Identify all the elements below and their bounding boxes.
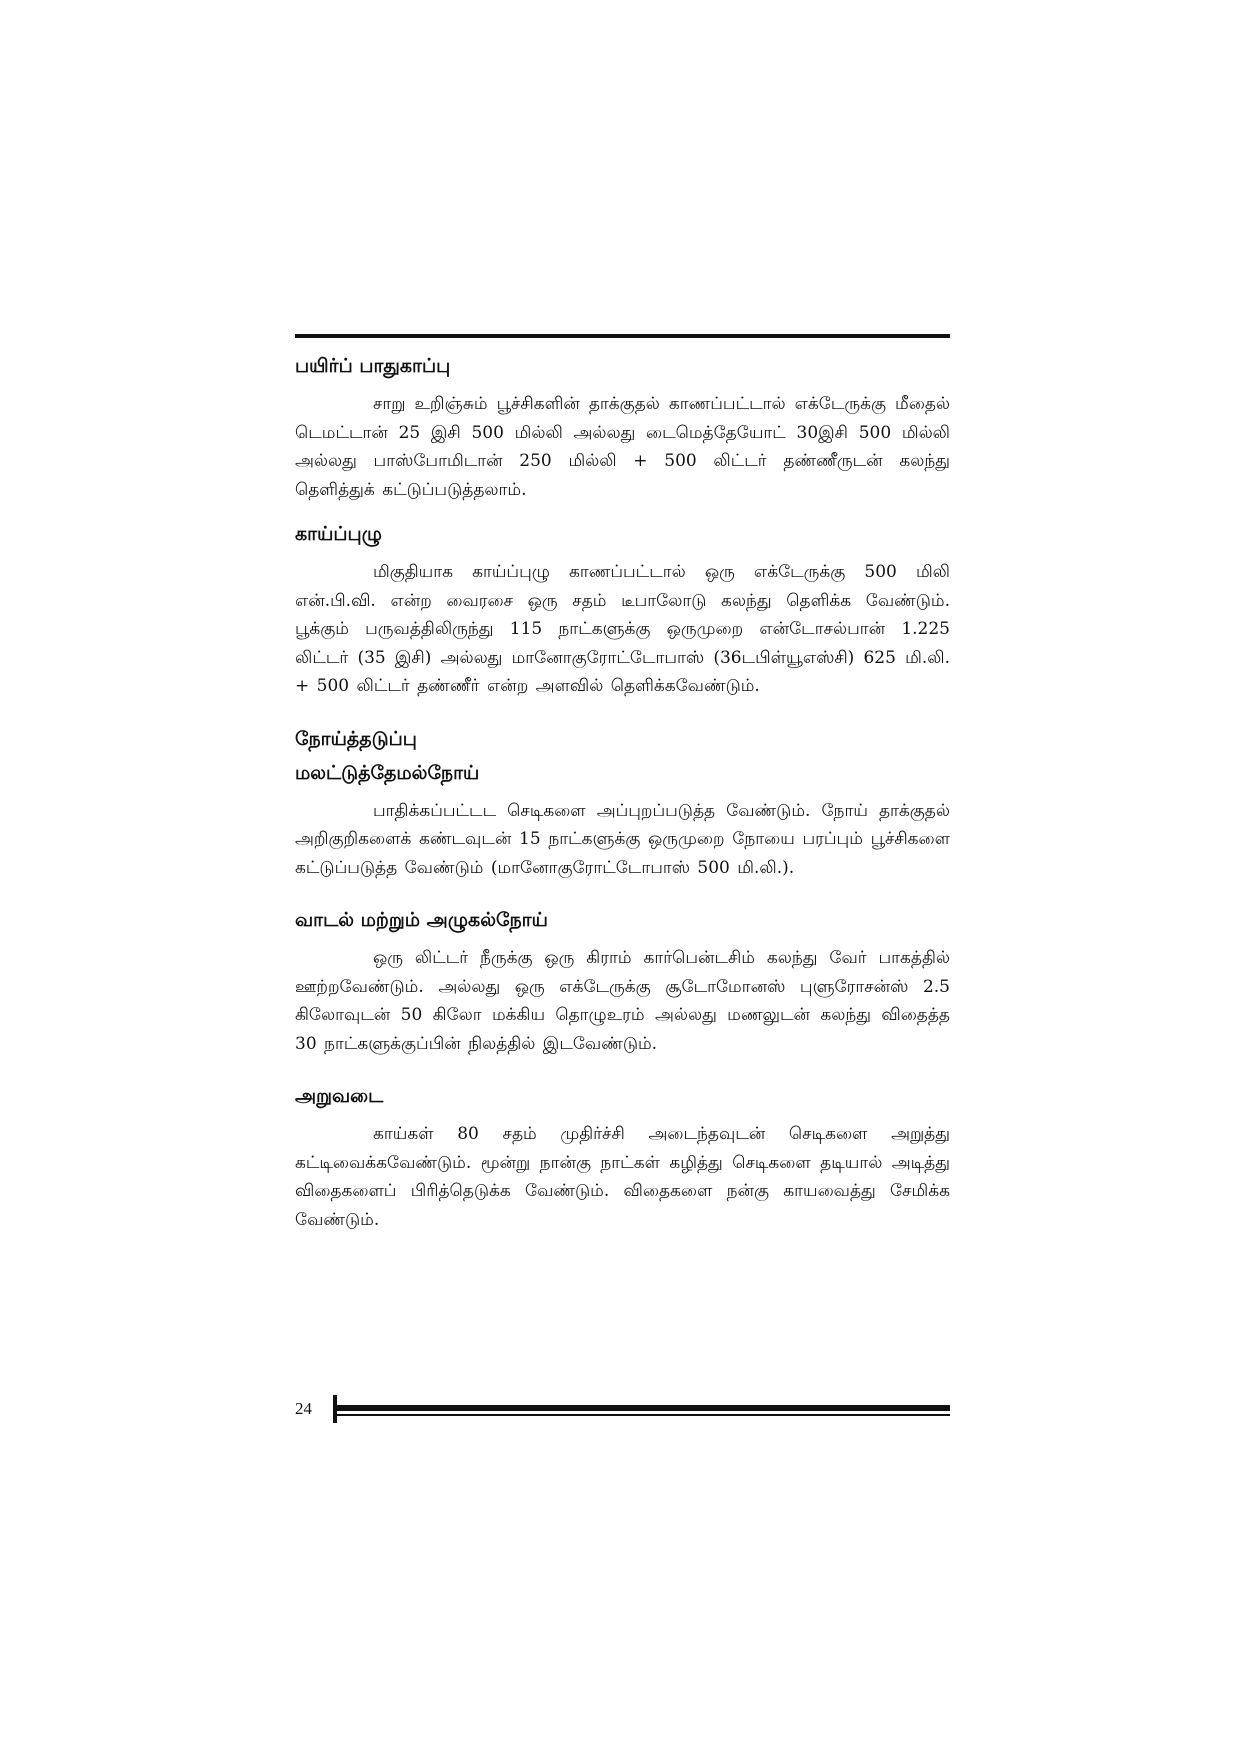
content-body — [295, 352, 950, 1234]
section-paragraph-crop-protection: சாறு உறிஞ்சும் பூச்சிகளின் தாக்குதல் காணப்பட்டால் எக்டேருக்கு மீதைல் டெமட்டான் 25 இசி 500 மில்லி அல்லது டைமெத்தேயோட் 30இசி 500 மில்லி அல்லது பாஸ்போமிடான் 250 மில்லி + 500 லிட்டர் தண்ணீருடன் கலந்து தெளித்துக் கட்டுப்படுத்தலாம். — [295, 394, 950, 500]
page-footer — [295, 1395, 950, 1425]
footer-rule-thin — [337, 1414, 950, 1416]
section-heading-wilt-rot: வாடல் மற்றும் அழுகல்நோய் — [295, 909, 548, 931]
section-heading-pod-borer: காய்ப்புழு — [295, 523, 382, 545]
footer-rule-thick — [337, 1405, 950, 1411]
section-paragraph-harvest: காய்கள் 80 சதம் முதிர்ச்சி அடைந்தவுடன் செடிகளை அறுத்து கட்டிவைக்கவேண்டும். மூன்று நான்கு நாட்கள் கழித்து செடிகளை தடியால் அடித்து விதைகளைப் பிரித்தெடுக்க வேண்டும். விதைகளை நன்கு காயவைத்து சேமிக்க வேண்டும். — [295, 1124, 950, 1230]
section-paragraph-wilt-rot: ஒரு லிட்டர் நீருக்கு ஒரு கிராம் கார்பென்டசிம் கலந்து வேர் பாகத்தில் ஊற்றவேண்டும். அல்லது ஒரு எக்டேருக்கு சூடோமோனஸ் புளுரோசன்ஸ் 2.5 கிலோவுடன் 50 கிலோ மக்கிய தொழுஉரம் அல்லது மணலுடன் கலந்து விதைத்த 30 நாட்களுக்குப்பின் நிலத்தில் இடவேண்டும். — [295, 948, 950, 1054]
top-rule — [295, 334, 950, 338]
section-heading-crop-protection: பயிர்ப் பாதுகாப்பு — [295, 355, 451, 377]
page-number: 24 — [295, 1399, 312, 1418]
section-paragraph-pod-borer: மிகுதியாக காய்ப்புழு காணப்பட்டால் ஒரு எக்டேருக்கு 500 மிலி என்.பி.வி. என்ற வைரசை ஒரு சதம் டீபாலோடு கலந்து தெளிக்க வேண்டும். பூக்கும் பருவத்திலிருந்து 115 நாட்களுக்கு ஒருமுறை என்டோசல்பான் 1.225 லிட்டர் (35 இசி) அல்லது மானோகுரோட்டோபாஸ் (36டபிள்யூஎஸ்சி) 625 மி.லி. + 500 லிட்டர் தண்ணீர் என்ற அளவில் தெளிக்கவேண்டும். — [295, 562, 950, 696]
section-subheading-sterility-mosaic: மலட்டுத்தேமல்நோய் — [295, 761, 480, 784]
section-heading-disease-control: நோய்த்தடுப்பு — [295, 727, 417, 750]
section-paragraph-sterility-mosaic: பாதிக்கப்பட்டட செடிகளை அப்புறப்படுத்த வேண்டும். நோய் தாக்குதல் அறிகுறிகளைக் கண்டவுடன் 15 நாட்களுக்கு ஒருமுறை நோயை பரப்பும் பூச்சிகளை கட்டுப்படுத்த வேண்டும் (மானோகுரோட்டோபாஸ் 500 மி.லி.). — [295, 800, 950, 878]
section-heading-harvest: அறுவடை — [295, 1085, 384, 1107]
